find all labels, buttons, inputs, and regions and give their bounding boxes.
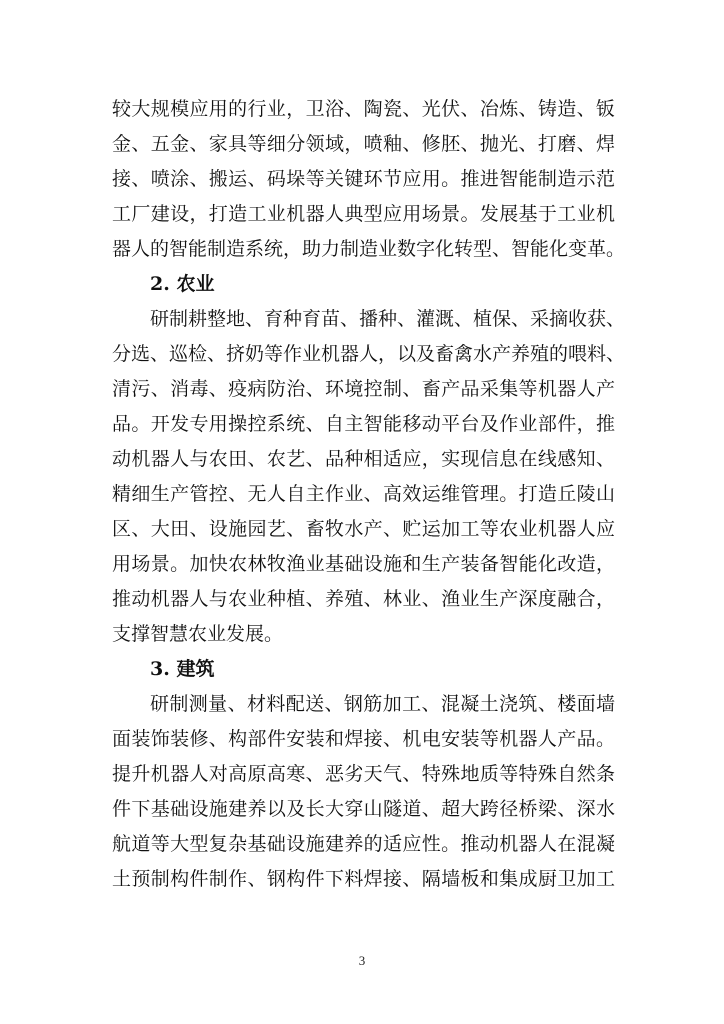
text-line: 品。开发专用操控系统、自主智能移动平台及作业部件，推 (112, 413, 615, 435)
text-line: 土预制构件制作、钢构件下料焊接、隔墙板和集成厨卫加工 (112, 868, 615, 890)
document-body (112, 92, 626, 897)
text-line: 工厂建设，打造工业机器人典型应用场景。发展基于工业机 (112, 203, 615, 225)
text-line: 支撑智慧农业发展。 (112, 623, 284, 645)
text-line: 器人的智能制造系统，助力制造业数字化转型、智能化变革。 (112, 238, 626, 260)
section-heading-agriculture: 2. 农业 (150, 273, 215, 295)
text-line: 金、五金、家具等细分领域，喷釉、修胚、抛光、打磨、焊 (112, 133, 615, 155)
section-heading-construction: 3. 建筑 (150, 658, 215, 680)
text-line: 分选、巡检、挤奶等作业机器人，以及畜禽水产养殖的喂料、 (112, 343, 626, 365)
text-line: 精细生产管控、无人自主作业、高效运维管理。打造丘陵山 (112, 483, 615, 505)
text-line: 件下基础设施建养以及长大穿山隧道、超大跨径桥梁、深水 (112, 798, 615, 820)
text-line: 接、喷涂、搬运、码垛等关键环节应用。推进智能制造示范 (112, 168, 615, 190)
page-number: 3 (358, 953, 366, 968)
text-line: 清污、消毒、疫病防治、环境控制、畜产品采集等机器人产 (112, 378, 615, 400)
text-line: 面装饰装修、构部件安装和焊接、机电安装等机器人产品。 (112, 728, 615, 750)
text-line: 提升机器人对高原高寒、恶劣天气、特殊地质等特殊自然条 (112, 763, 615, 785)
text-line: 动机器人与农田、农艺、品种相适应，实现信息在线感知、 (112, 448, 615, 470)
text-line: 用场景。加快农林牧渔业基础设施和生产装备智能化改造， (112, 553, 615, 575)
text-line: 推动机器人与农业种植、养殖、林业、渔业生产深度融合， (112, 588, 615, 610)
text-line: 较大规模应用的行业，卫浴、陶瓷、光伏、冶炼、铸造、钣 (112, 98, 615, 120)
text-line: 研制耕整地、育种育苗、播种、灌溉、植保、采摘收获、 (150, 308, 626, 330)
text-line: 航道等大型复杂基础设施建养的适应性。推动机器人在混凝 (112, 833, 615, 855)
text-line: 研制测量、材料配送、钢筋加工、混凝土浇筑、楼面墙 (150, 693, 615, 715)
text-line: 区、大田、设施园艺、畜牧水产、贮运加工等农业机器人应 (112, 518, 615, 540)
